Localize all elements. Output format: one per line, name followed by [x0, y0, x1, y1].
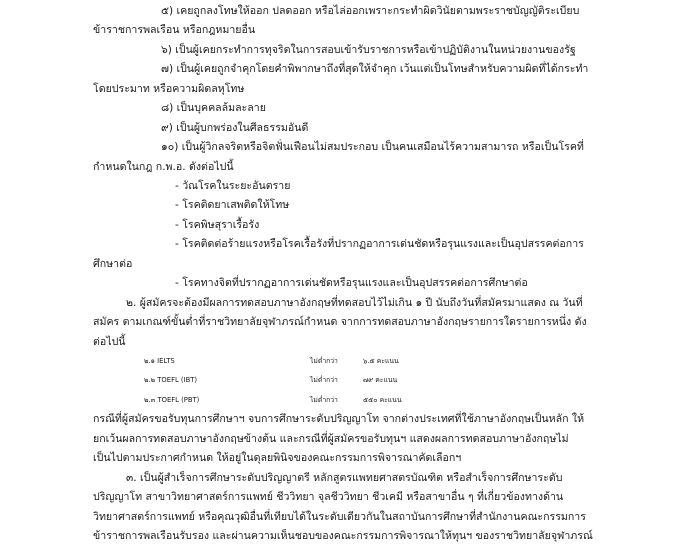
item-5-line-1: ๕) เคยถูกลงโทษให้ออก ปลดออก หรือไล่ออกเพราะกระทำผิดวินัยตามพระราชบัญญัติระเบียบ: [161, 5, 580, 17]
section-3-line-4: ข้าราชการพลเรือนรับรอง และผ่านความเห็นชอบของคณะกรรมการพิจารณาให้ทุนฯ ของราชวิทยาลัยจุฬาภรณ์: [93, 530, 593, 542]
item-9: ๙) เป็นผู้บกพร่องในศีลธรรมอันดี: [161, 122, 309, 134]
item-7-line-1: ๗) เป็นผู้เคยถูกจำคุกโดยคำพิพากษาถึงที่สุดให้จำคุก เว้นแต่เป็นโทษสำหรับความผิดที่ได้กระทำ: [161, 63, 589, 75]
test-row-toefl-pbt: [0, 393, 679, 407]
item-8: ๘) เป็นบุคคลล้มละลาย: [161, 102, 266, 114]
test-row-ielts: [0, 354, 679, 368]
exemption-note-line-1: กรณีที่ผู้สมัครขอรับทุนการศึกษาฯ จบการศึกษาระดับปริญญาโท จากต่างประเทศที่ใช้ภาษาอังกฤษเป็นหลัก ให้: [93, 413, 585, 425]
disease-item-3: - โรคพิษสุราเรื้อรัง: [175, 219, 260, 231]
item-10-line-1: ๑๐) เป็นผู้วิกลจริตหรือจิตฟั่นเฟือนไม่สมประกอบ เป็นคนเสมือนไร้ความสามารถ หรือเป็นโรคที่: [161, 141, 584, 153]
section-2-line-2: สมัคร ตามเกณฑ์ขั้นต่ำที่ราชวิทยาลัยจุฬาภรณ์กำหนด จากการทดสอบภาษาอังกฤษรายการใดรายการหนึ่ง ดัง: [93, 316, 587, 328]
section-3-line-3: วิทยาศาสตร์การแพทย์ หรือคุณวุฒิอื่นที่เทียบได้ในระดับเดียวกันในสถาบันการศึกษาที่สำนักงานคณะกรรมการ: [93, 511, 586, 523]
test-name: ๒.๒ TOEFL (IBT): [144, 376, 198, 384]
test-score: ๕๕๐ คะแนน: [363, 396, 402, 404]
disease-item-5: - โรคทางจิตที่ปรากฏอาการเด่นชัดหรือรุนแรงและเป็นอุปสรรคต่อการศึกษาต่อ: [175, 277, 528, 289]
disease-item-4-line-1: - โรคติดต่อร้ายแรงหรือโรคเรื้อรังที่ปรากฏอาการเด่นชัดหรือรุนแรงและเป็นอุปสรรคต่อการ: [175, 238, 584, 250]
section-2-line-1: ๒. ผู้สมัครจะต้องมีผลการทดสอบภาษาอังกฤษที่ทดสอบไว้ไม่เกิน ๑ ปี นับถึงวันที่สมัครมาแสดง ณ วันที่: [126, 297, 583, 309]
item-7-line-2: โดยประมาท หรือความผิดลหุโทษ: [93, 83, 245, 95]
test-score: ๖.๕ คะแนน: [363, 357, 399, 365]
item-5-line-2: ข้าราชการพลเรือน หรือกฎหมายอื่น: [93, 24, 256, 36]
exemption-note-line-3: เป็นไปตามประกาศกำหนด ให้อยู่ในดุลยพินิจของคณะกรรมการพิจารณาคัดเลือกฯ: [93, 452, 462, 464]
test-threshold-label: ไม่ต่ำกว่า: [310, 396, 338, 404]
test-score: ๗๙ คะแนน: [363, 376, 398, 384]
item-10-line-2: กำหนดในกฎ ก.พ.อ. ดังต่อไปนี้: [93, 161, 234, 173]
disease-item-4-line-2: ศึกษาต่อ: [93, 258, 133, 270]
disease-item-1: - วัณโรคในระยะอันตราย: [175, 180, 291, 192]
test-threshold-label: ไม่ต่ำกว่า: [310, 376, 338, 384]
section-3-line-1: ๓. เป็นผู้สำเร็จการศึกษาระดับปริญญาตรี หลักสูตรแพทยศาสตรบัณฑิต หรือสำเร็จการศึกษาระดับ: [126, 472, 563, 484]
test-name: ๒.๓ TOEFL (PBT): [144, 396, 200, 404]
section-3-line-2: ปริญญาโท สาขาวิทยาศาสตร์การแพทย์ ชีววิทยา จุลชีววิทยา ชีวเคมี หรือสาขาอื่น ๆ ที่เกี่ยวข้องทางด้าน: [93, 491, 564, 503]
item-6: ๖) เป็นผู้เคยกระทำการทุจริตในการสอบเข้ารับราชการหรือเข้าปฏิบัติงานในหน่วยงานของรัฐ: [161, 44, 576, 56]
test-row-toefl-ibt: [0, 373, 679, 387]
test-threshold-label: ไม่ต่ำกว่า: [310, 357, 338, 365]
disease-item-2: - โรคติดยาเสพติดให้โทษ: [175, 199, 290, 211]
section-2-line-3: ต่อไปนี้: [93, 336, 126, 348]
exemption-note-line-2: ยกเว้นผลการทดสอบภาษาอังกฤษข้างต้น และกรณีที่ผู้สมัครขอรับทุนฯ แสดงผลการทดสอบภาษาอังกฤษไม่: [93, 433, 569, 445]
test-name: ๒.๑ IELTS: [144, 357, 175, 365]
